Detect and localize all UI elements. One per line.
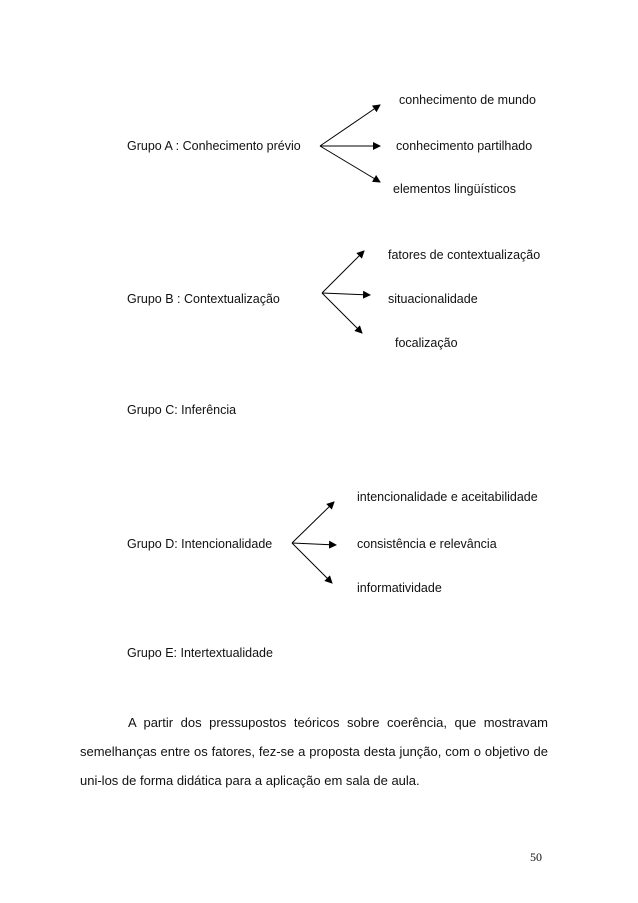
group-e-label: Grupo E: Intertextualidade: [127, 646, 273, 660]
group-a-label: Grupo A : Conhecimento prévio: [127, 139, 301, 153]
group-d-item-3: informatividade: [357, 581, 442, 595]
arrow-b-up: [322, 251, 364, 293]
arrow-b-down: [322, 293, 362, 333]
group-a-item-3: elementos lingüísticos: [393, 182, 516, 196]
arrow-a-down: [320, 146, 380, 182]
body-paragraph: A partir dos pressupostos teóricos sobre coerência, que mostravam semelhanças entre os fatores, fez-se a proposta desta junção, com o objetivo de uni-los de forma didática para a aplicação em sala de aula.: [80, 715, 548, 788]
page-number: 50: [530, 850, 542, 864]
group-d-item-2: consistência e relevância: [357, 537, 497, 551]
group-c-label: Grupo C: Inferência: [127, 403, 237, 417]
group-b-item-1: fatores de contextualização: [388, 248, 541, 262]
group-b-label: Grupo B : Contextualização: [127, 292, 280, 306]
group-a-item-2: conhecimento partilhado: [396, 139, 533, 153]
arrow-a-up: [320, 105, 380, 146]
arrow-b-mid: [322, 293, 370, 295]
arrow-d-up: [292, 502, 334, 543]
group-a-item-1: conhecimento de mundo: [399, 93, 536, 107]
group-d-label: Grupo D: Intencionalidade: [127, 537, 273, 551]
group-b-item-3: focalização: [395, 336, 458, 350]
arrow-d-down: [292, 543, 332, 583]
group-d-item-1: intencionalidade e aceitabilidade: [357, 490, 538, 504]
group-b-item-2: situacionalidade: [388, 292, 478, 306]
arrow-d-mid: [292, 543, 336, 545]
